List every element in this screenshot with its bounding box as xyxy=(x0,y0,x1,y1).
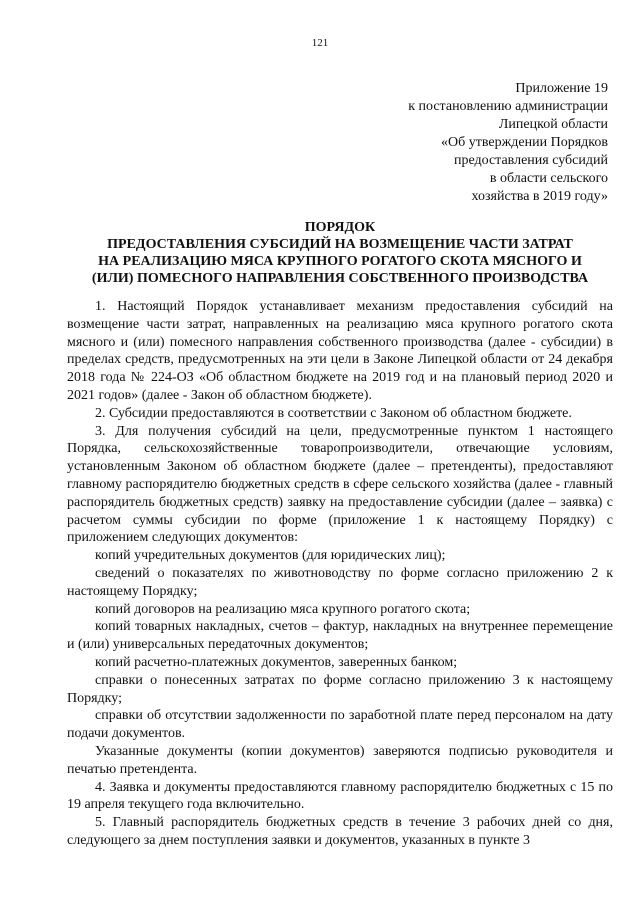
list-item-livestock-data: сведений о показателях по животноводству по форме согласно приложению 2 к настоящему Порядку; xyxy=(67,565,613,599)
list-item-no-debt-statement: справки об отсутствии задолженности по заработной плате перед персоналом на дату подачи документов. xyxy=(67,708,613,742)
appendix-line: Приложение 19 xyxy=(515,81,608,96)
appendix-line: хозяйства в 2019 году» xyxy=(471,189,608,204)
list-item-sale-contracts: копий договоров на реализацию мяса крупного рогатого скота; xyxy=(95,601,471,617)
paragraph-1: 1. Настоящий Порядок устанавливает механизм предоставления субсидий на возмещение части затрат, направленных на реализацию мяса крупного рогатого скота мясного и (или) помесного направления собственного производства (далее - субсидии) в пределах средств, предусмотренных на эти цели в Законе Липецкой области от 24 декабря 2018 года № 224-ОЗ «Об областном бюджете на 2019 год и на плановый период 2020 и 2021 годов» (далее - Закон об областном бюджете). xyxy=(67,299,613,403)
list-item-cost-statement: справки о понесенных затратах по форме согласно приложению 3 к настоящему Порядку; xyxy=(67,672,613,706)
appendix-header xyxy=(308,80,608,206)
title-line: ПРЕДОСТАВЛЕНИЯ СУБСИДИЙ НА ВОЗМЕЩЕНИЕ ЧАСТИ ЗАТРАТ xyxy=(107,237,573,252)
paragraph-2: 2. Субсидии предоставляются в соответствии с Законом об областном бюджете. xyxy=(95,405,572,421)
paragraph-5: 5. Главный распорядитель бюджетных средств в течение 3 рабочих дней со дня, следующего за днем поступления заявки и документов, указанных в пункте 3 xyxy=(67,815,613,848)
document-title xyxy=(50,219,630,287)
title-line: (ИЛИ) ПОМЕСНОГО НАПРАВЛЕНИЯ СОБСТВЕННОГО ПРОИЗВОДСТВА xyxy=(91,271,589,286)
list-item-founding-documents: копий учредительных документов (для юридических лиц); xyxy=(95,548,446,564)
page-number: 121 xyxy=(311,37,329,49)
title-line: ПОРЯДОК xyxy=(304,220,376,235)
appendix-line: к постановлению администрации xyxy=(408,99,608,114)
appendix-line: Липецкой области xyxy=(498,117,608,132)
paragraph-3: 3. Для получения субсидий на цели, предусмотренные пунктом 1 настоящего Порядка, сельскохозяйственные товаропроизводители, отвечающие условиям, установленным Законом об областном бюджете (далее – претенденты), предоставляют главному распорядителю бюджетных средств в сфере сельского хозяйства (далее - главный распорядитель бюджетных средств) заявку на предоставление субсидии (далее – заявка) с расчетом суммы субсидии по форме (приложение 1 к настоящему Порядку) с приложением следующих документов: xyxy=(67,423,613,546)
appendix-line: в области сельского xyxy=(489,171,608,186)
paragraph-4: 4. Заявка и документы предоставляются главному распорядителю бюджетных с 15 по 19 апреля текущего года включительно. xyxy=(67,779,613,813)
title-line: НА РЕАЛИЗАЦИЮ МЯСА КРУПНОГО РОГАТОГО СКОТА МЯСНОГО И xyxy=(98,254,582,269)
list-item-invoices: копий товарных накладных, счетов – фактур, накладных на внутреннее перемещение и (или) универсальных передаточных документов; xyxy=(67,619,613,653)
appendix-line: предоставления субсидий xyxy=(453,153,608,168)
document-body xyxy=(67,298,613,850)
paragraph-certification: Указанные документы (копии документов) заверяются подписью руководителя и печатью претендента. xyxy=(67,743,613,777)
appendix-line: «Об утверждении Порядков xyxy=(441,135,608,150)
list-item-payment-documents: копий расчетно-платежных документов, заверенных банком; xyxy=(95,654,458,670)
